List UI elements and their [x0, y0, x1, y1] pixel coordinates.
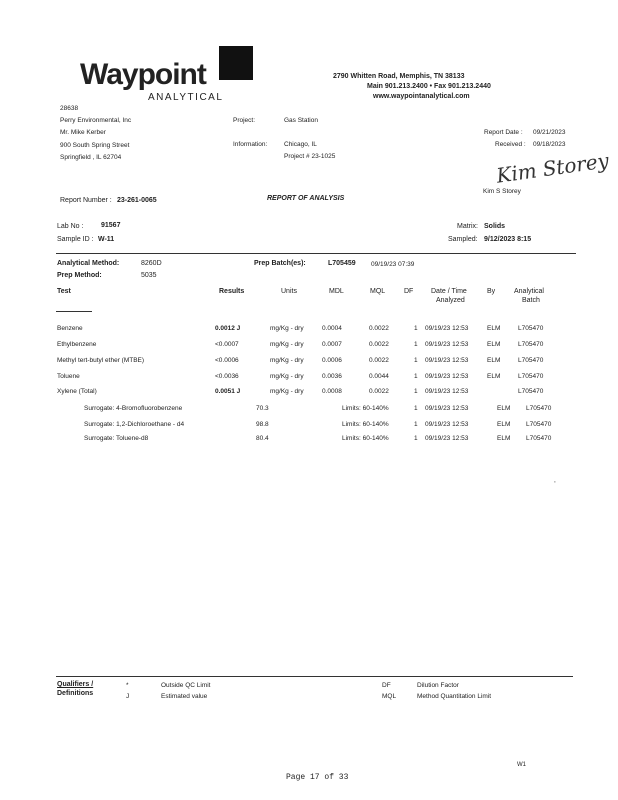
surrogate-analyst: ELM [497, 435, 511, 442]
surrogate-value: 80.4 [256, 435, 269, 442]
row-test-name: Ethylbenzene [57, 341, 97, 348]
sampled-label: Sampled: [448, 236, 478, 243]
row-df: 1 [414, 325, 418, 332]
lab-phone: Main 901.213.2400 • Fax 901.213.2440 [367, 83, 491, 90]
row-units: mg/Kg - dry [270, 341, 304, 348]
surrogate-limits: Limits: 60-140% [342, 421, 389, 428]
row-result: 0.0051 J [215, 388, 241, 395]
report-number-value: 23-261-0065 [117, 197, 157, 204]
def-text-estimated: Estimated value [161, 693, 208, 700]
lab-logo-wordmark: Waypoint [80, 58, 206, 91]
row-batch: L705470 [518, 341, 544, 348]
lab-logo-subtitle: ANALYTICAL [148, 92, 224, 103]
surrogate-name: Surrogate: 4-Bromofluorobenzene [84, 405, 183, 412]
sample-id-label: Sample ID : [57, 236, 94, 243]
row-units: mg/Kg - dry [270, 388, 304, 395]
row-analyst: ELM [487, 373, 501, 380]
row-result: <0.0006 [215, 357, 239, 364]
surrogate-batch: L705470 [526, 421, 552, 428]
report-date-value: 09/21/2023 [533, 129, 566, 136]
row-date-analyzed: 09/19/23 12:53 [425, 325, 469, 332]
row-df: 1 [414, 373, 418, 380]
row-test-name: Toluene [57, 373, 80, 380]
row-mql: 0.0022 [369, 388, 389, 395]
row-result: 0.0012 J [215, 325, 241, 332]
row-batch: L705470 [518, 357, 544, 364]
report-date-label: Report Date : [484, 129, 523, 136]
analytical-method-label: Analytical Method: [57, 260, 120, 267]
lab-no-value: 91567 [101, 222, 121, 229]
prep-batch-date: 09/19/23 07:39 [371, 261, 415, 268]
corner-mark: W1 [517, 762, 526, 768]
client-contact: Mr. Mike Kerber [60, 129, 106, 136]
surrogate-batch: L705470 [526, 405, 552, 412]
surrogate-value: 98.8 [256, 421, 269, 428]
margin-tick: , [554, 477, 556, 484]
row-date-analyzed: 09/19/23 12:53 [425, 357, 469, 364]
col-header-test: Test [57, 288, 71, 295]
qualifiers-heading-1: Qualifiers / [57, 681, 94, 688]
row-df: 1 [414, 357, 418, 364]
surrogate-analyst: ELM [497, 421, 511, 428]
col-header-batch: Batch [522, 297, 540, 304]
def-code-mql: MQL [382, 693, 397, 700]
client-id: 28638 [60, 105, 79, 112]
row-result: <0.0007 [215, 341, 239, 348]
row-units: mg/Kg - dry [270, 325, 304, 332]
qualifiers-heading-2: Definitions [57, 690, 94, 697]
received-label: Received : [495, 141, 526, 148]
row-mdl: 0.0036 [322, 373, 342, 380]
def-text-df: Dilution Factor [417, 682, 459, 689]
row-test-name: Methyl tert-butyl ether (MTBE) [57, 357, 145, 364]
row-mql: 0.0022 [369, 357, 389, 364]
report-number-label: Report Number : [60, 197, 112, 204]
matrix-value: Solids [484, 223, 506, 230]
surrogate-date: 09/19/23 12:53 [425, 435, 469, 442]
project-label: Project: [233, 117, 256, 124]
col-header-units: Units [281, 288, 297, 295]
surrogate-limits: Limits: 60-140% [342, 435, 389, 442]
surrogate-df: 1 [414, 421, 418, 428]
col-header-df: DF [404, 288, 414, 295]
project-number: Project # 23-1025 [284, 153, 336, 160]
row-batch: L705470 [518, 373, 544, 380]
row-mql: 0.0022 [369, 341, 389, 348]
surrogate-date: 09/19/23 12:53 [425, 421, 469, 428]
row-batch: L705470 [518, 325, 544, 332]
information-label: Information: [233, 141, 268, 148]
row-batch: L705470 [518, 388, 544, 395]
page-number: Page 17 of 33 [286, 773, 349, 782]
row-units: mg/Kg - dry [270, 373, 304, 380]
prep-batch-value: L705459 [328, 260, 356, 267]
def-text-mql: Method Quantitation Limit [417, 693, 492, 700]
prep-method-label: Prep Method: [57, 272, 102, 279]
row-analyst: ELM [487, 325, 501, 332]
col-header-by: By [487, 288, 496, 295]
surrogate-batch: L705470 [526, 435, 552, 442]
report-heading: REPORT OF ANALYSIS [267, 195, 345, 202]
row-mdl: 0.0007 [322, 341, 342, 348]
sample-id-value: W-11 [98, 236, 115, 243]
lab-no-label: Lab No : [57, 223, 84, 230]
prep-method-value: 5035 [141, 272, 157, 279]
client-city: Springfield , IL 62704 [60, 154, 122, 161]
row-units: mg/Kg - dry [270, 357, 304, 364]
row-analyst: ELM [487, 341, 501, 348]
row-test-name: Xylene (Total) [57, 388, 97, 395]
surrogate-name: Surrogate: Toluene-d8 [84, 435, 149, 442]
row-mdl: 0.0006 [322, 357, 342, 364]
surrogate-name: Surrogate: 1,2-Dichloroethane - d4 [84, 421, 185, 428]
row-date-analyzed: 09/19/23 12:53 [425, 388, 469, 395]
col-header-results: Results [219, 288, 245, 295]
signer-name: Kim S Storey [483, 188, 521, 195]
surrogate-value: 70.3 [256, 405, 269, 412]
row-mdl: 0.0008 [322, 388, 342, 395]
information-value: Chicago, IL [284, 141, 317, 148]
row-mql: 0.0022 [369, 325, 389, 332]
surrogate-df: 1 [414, 405, 418, 412]
client-company: Perry Environmental, Inc [60, 117, 132, 124]
col-header-analytical: Analytical [514, 288, 544, 295]
sampled-value: 9/12/2023 8:15 [484, 236, 532, 243]
col-header-mql: MQL [370, 288, 386, 295]
row-mdl: 0.0004 [322, 325, 342, 332]
project-value: Gas Station [284, 117, 318, 124]
surrogate-analyst: ELM [497, 405, 511, 412]
def-code-estimated: J [126, 693, 130, 700]
def-code-df: DF [382, 682, 391, 689]
col-header-date: Date / Time [431, 288, 467, 295]
logo-block-icon [219, 46, 253, 80]
received-value: 09/18/2023 [533, 141, 566, 148]
row-mql: 0.0044 [369, 373, 389, 380]
surrogate-date: 09/19/23 12:53 [425, 405, 469, 412]
def-text-outside: Outside QC Limit [161, 682, 211, 689]
lab-website: www.waypointanalytical.com [373, 93, 470, 100]
analytical-method-value: 8260D [141, 260, 162, 267]
section-divider [56, 253, 576, 254]
def-code-outside: * [126, 682, 129, 689]
row-df: 1 [414, 341, 418, 348]
col-header-analyzed: Analyzed [436, 297, 465, 304]
row-date-analyzed: 09/19/23 12:53 [425, 373, 469, 380]
prep-batch-label: Prep Batch(es): [254, 260, 306, 267]
col-header-mdl: MDL [329, 288, 344, 295]
row-df: 1 [414, 388, 418, 395]
header-underline [56, 311, 92, 312]
surrogate-limits: Limits: 60-140% [342, 405, 389, 412]
row-date-analyzed: 09/19/23 12:53 [425, 341, 469, 348]
row-test-name: Benzene [57, 325, 83, 332]
signature: Kim Storey [494, 148, 611, 188]
row-result: <0.0036 [215, 373, 239, 380]
matrix-label: Matrix: [457, 223, 478, 230]
client-street: 900 South Spring Street [60, 142, 130, 149]
lab-address: 2790 Whitten Road, Memphis, TN 38133 [333, 73, 465, 80]
footer-divider [56, 676, 573, 677]
row-analyst: ELM [487, 357, 501, 364]
surrogate-df: 1 [414, 435, 418, 442]
